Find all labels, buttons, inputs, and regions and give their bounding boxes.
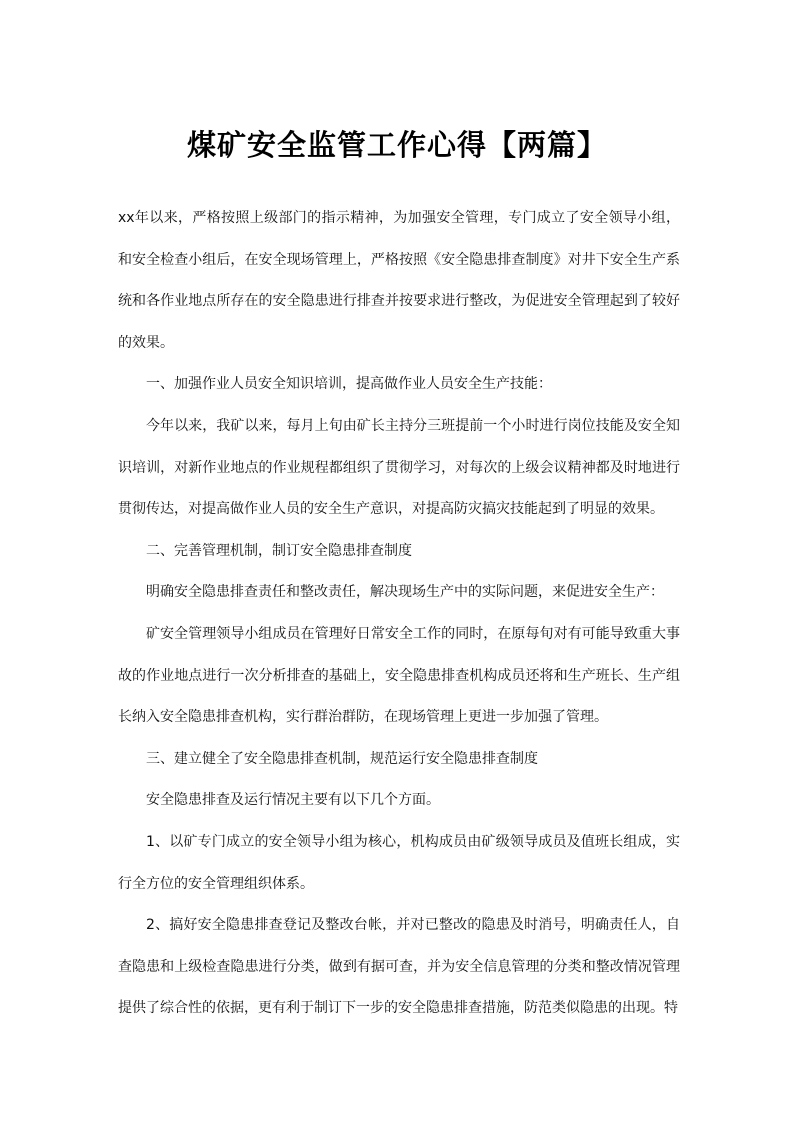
paragraph: 一、加强作业人员安全知识培训，提高做作业人员安全生产技能：	[146, 376, 552, 393]
paragraph: 1、以矿专门成立的安全领导小组为核心，机构成员由矿级领导成员及值班长组成，实行全方位的安全管理组织体系。	[118, 833, 680, 892]
paragraph: 安全隐患排查及运行情况主要有以下几个方面。	[146, 792, 440, 809]
paragraph: 三、建立健全了安全隐患排查机制，规范运行安全隐患排查制度	[146, 750, 538, 767]
document-title: 煤矿安全监管工作心得【两篇】	[186, 128, 607, 162]
paragraph: 二、完善管理机制，制订安全隐患排查制度	[146, 542, 412, 559]
paragraph: 明确安全隐患排查责任和整改责任，解决现场生产中的实际问题，来促进安全生产：	[146, 584, 664, 601]
paragraph: 今年以来，我矿以来，每月上旬由矿长主持分三班提前一个小时进行岗位技能及安全知识培训，对新作业地点的作业规程都组织了贯彻学习，对每次的上级会议精神都及时地进行贯彻传达，对提高做作业人员的安全生产意识，对提高防灾搞灾技能起到了明显的效果。	[118, 417, 680, 518]
document-body	[118, 198, 680, 1030]
paragraph: 矿安全管理领导小组成员在管理好日常安全工作的同时，在原每旬对有可能导致重大事故的作业地点进行一次分析排查的基础上，安全隐患排查机构成员还将和生产班长、生产组长纳入安全隐患排查机构，实行群治群防，在现场管理上更进一步加强了管理。	[118, 625, 680, 726]
paragraph: 2、搞好安全隐患排查登记及整改台帐，并对已整改的隐患及时消号，明确责任人，自查隐患和上级检查隐患进行分类，做到有据可查，并为安全信息管理的分类和整改情况管理提供了综合性的依据，更有利于制订下一步的安全隐患排查措施，防范类似隐患的出现。特	[118, 917, 680, 1017]
paragraph: xx年以来，严格按照上级部门的指示精神，为加强安全管理，专门成立了安全领导小组，和安全检查小组后，在安全现场管理上，严格按照《安全隐患排查制度》对井下安全生产系统和各作业地点所存在的安全隐患进行排查并按要求进行整改，为促进安全管理起到了较好的效果。	[118, 210, 680, 351]
